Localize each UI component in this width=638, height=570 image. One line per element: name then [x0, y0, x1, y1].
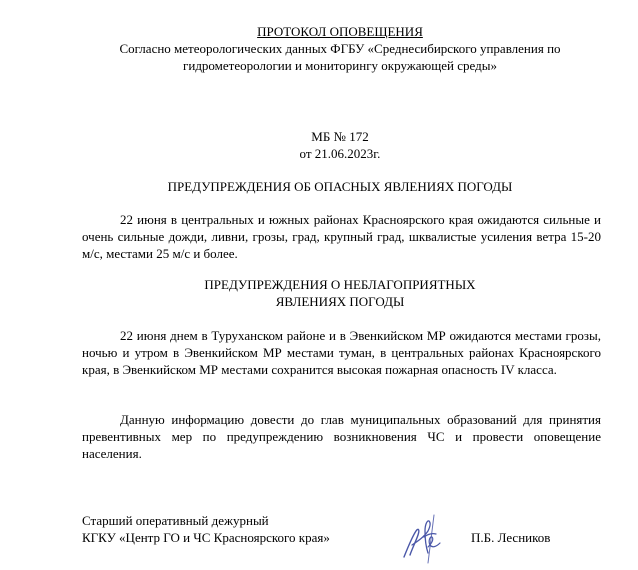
section-adverse-heading-line-2: ЯВЛЕНИЯХ ПОГОДЫ — [275, 294, 405, 309]
handwritten-signature — [398, 507, 458, 567]
signatory-position-line-1: Старший оперативный дежурный — [82, 513, 269, 528]
instruction-text: Данную информацию довести до глав муниципальных образований для принятия превентивных мер по предупреждению возникновения ЧС и провести оповещение населения. — [82, 412, 601, 461]
document-date: от 21.06.2023г. — [299, 146, 381, 161]
signatory-name: П.Б. Лесников — [471, 530, 551, 545]
section-adverse-heading-line-1: ПРЕДУПРЕЖДЕНИЯ О НЕБЛАГОПРИЯТНЫХ — [204, 277, 476, 292]
document-header — [60, 23, 620, 74]
section-hazard-heading: ПРЕДУПРЕЖДЕНИЯ ОБ ОПАСНЫХ ЯВЛЕНИЯХ ПОГОДЫ — [167, 179, 513, 194]
source-line-2: гидрометеорологии и мониторингу окружающей среды» — [183, 58, 497, 73]
section-adverse-heading — [60, 276, 620, 310]
document-number: МБ № 172 — [311, 129, 369, 144]
section-adverse-text: 22 июня днем в Туруханском районе и в Эвенкийском МР ожидаются местами грозы, ночью и утром в Эвенкийском МР местами туман, в центральных районах Красноярского края, в Эвенкийском МР местами сохранится высокая пожарная опасность IV класса. — [82, 328, 601, 377]
document-number-block — [60, 128, 620, 162]
section-hazard-text: 22 июня в центральных и южных районах Красноярского края ожидаются сильные и очень сильные дожди, ливни, грозы, град, крупный град, шквалистые усиления ветра 15-20 м/с, местами 25 м/с и более. — [82, 212, 601, 261]
signatory-position-line-2: КГКУ «Центр ГО и ЧС Красноярского края» — [82, 530, 330, 545]
signatory-position — [82, 512, 330, 546]
source-line-1: Согласно метеорологических данных ФГБУ «Среднесибирского управления по — [119, 41, 561, 56]
document-title: ПРОТОКОЛ ОПОВЕЩЕНИЯ — [257, 24, 423, 39]
